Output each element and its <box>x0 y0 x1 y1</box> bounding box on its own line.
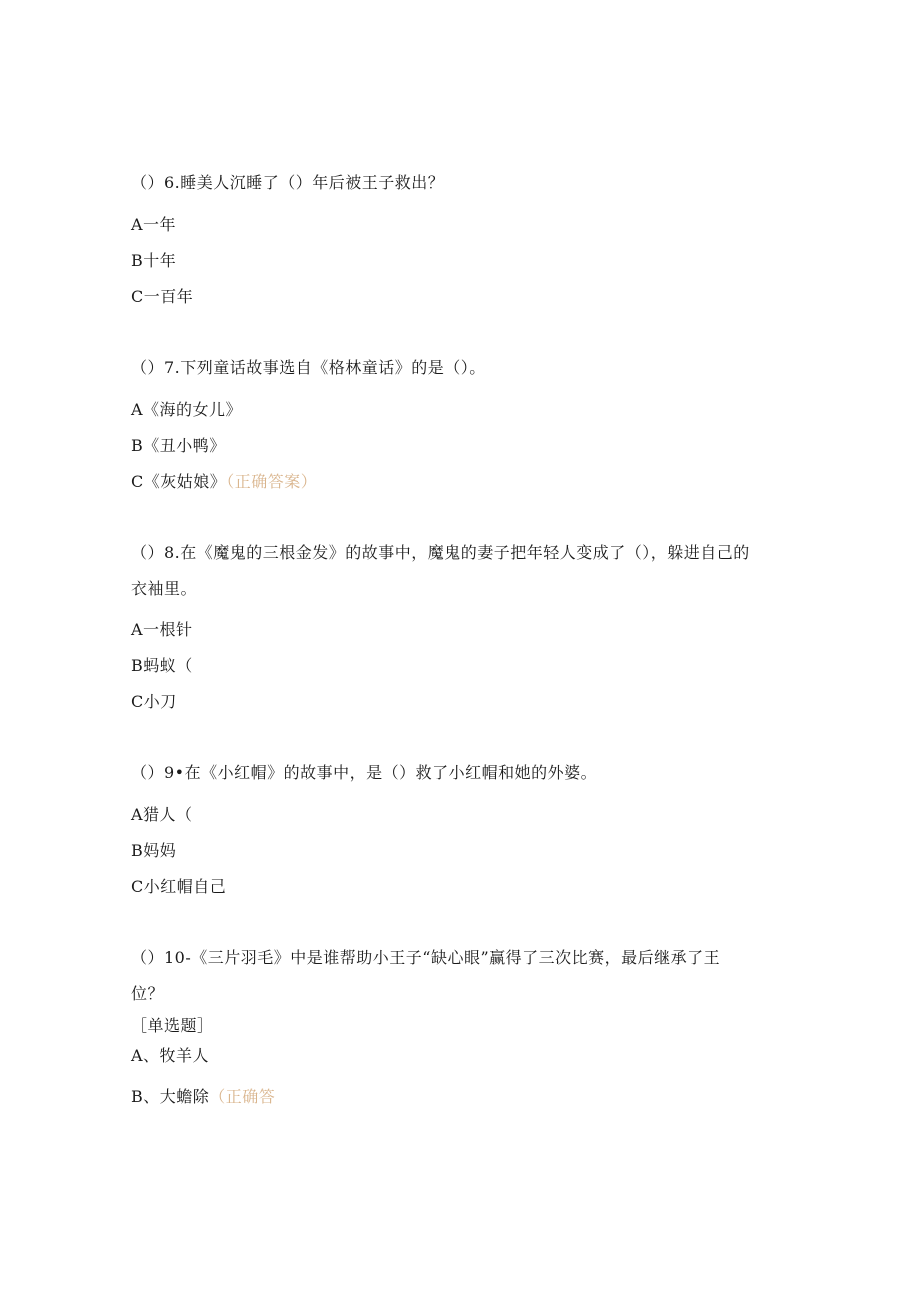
question-10-option-a: A、牧羊人 <box>131 1046 210 1065</box>
question-7-stem: （）7.下列童话故事选自《格林童话》的是（）。 <box>131 358 486 377</box>
question-10-stem-line-2: 位？ <box>131 984 165 1003</box>
question-10-option-b-text: B、大蟾除 <box>131 1087 210 1106</box>
question-10-stem-line-1: （）10-《三片羽毛》中是谁帮助小王子“缺心眼”赢得了三次比赛，最后继承了王 <box>131 948 721 967</box>
question-7-answer-hint: （正确答案） <box>226 472 318 491</box>
question-10-answer-hint: （正确答 <box>209 1087 276 1106</box>
question-10-option-b <box>131 1087 275 1107</box>
question-8-option-b: B蚂蚁（ <box>131 656 193 675</box>
question-7-option-a: A《海的女儿》 <box>131 400 243 419</box>
question-6-option-b: B十年 <box>131 251 177 270</box>
question-9-option-b: B妈妈 <box>131 841 177 860</box>
question-6-option-a: A一年 <box>131 215 177 234</box>
question-10-type-label: ［单选题］ <box>131 1016 214 1035</box>
question-7-option-c <box>131 472 317 492</box>
question-9-option-c: C小红帽自己 <box>131 877 227 896</box>
question-8-stem-line-2: 衣袖里。 <box>131 579 198 598</box>
question-8-option-a: A一根针 <box>131 620 193 639</box>
question-6-stem: （）6.睡美人沉睡了（）年后被王子救出？ <box>131 173 445 192</box>
question-7-option-c-text: C《灰姑娘》 <box>131 472 227 491</box>
question-9-stem: （）9•在《小红帽》的故事中，是（）救了小红帽和她的外婆。 <box>131 763 598 782</box>
question-8-option-c: C小刀 <box>131 692 177 711</box>
question-7-option-b: B《丑小鸭》 <box>131 436 226 455</box>
question-6-option-c: C一百年 <box>131 287 194 306</box>
question-9-option-a: A猎人（ <box>131 805 193 824</box>
question-8-stem-line-1: （）8.在《魔鬼的三根金发》的故事中，魔鬼的妻子把年轻人变成了（），躲进自己的 <box>131 543 750 562</box>
